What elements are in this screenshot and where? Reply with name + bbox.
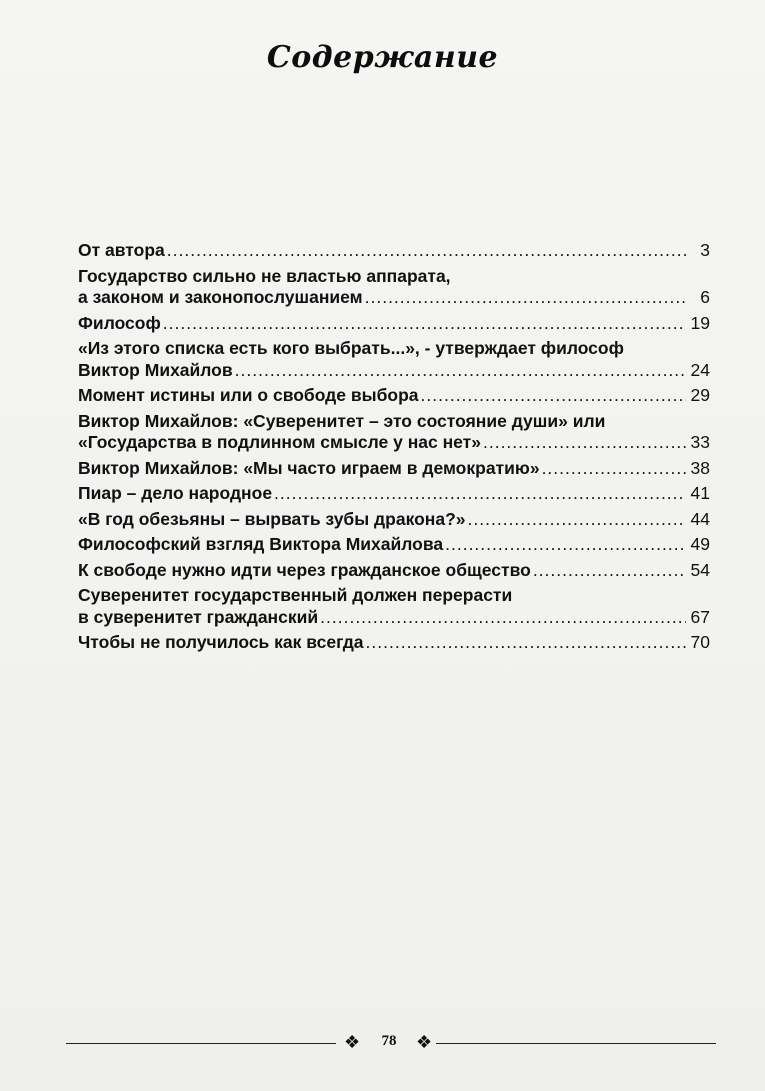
toc-entry: [78, 458, 710, 480]
toc-entry-line: [78, 560, 710, 582]
toc-page-number: 41: [690, 483, 710, 503]
toc-entry-line: [78, 483, 710, 505]
toc-page-number: 54: [690, 559, 710, 580]
toc-entry: [78, 411, 710, 454]
toc-entry: [78, 483, 710, 505]
toc-entry-line: [78, 240, 710, 262]
page-number: 78: [381, 1033, 397, 1049]
toc-entry-line: [78, 509, 710, 531]
ornament-left-icon: ❖: [344, 1032, 361, 1052]
toc-entry: [78, 313, 710, 335]
toc-leader-dots: [235, 360, 686, 382]
toc-page-number: 44: [690, 508, 710, 529]
toc-leader-dots: [542, 458, 686, 480]
toc-entry: [78, 534, 710, 556]
toc-entry-title: От автора: [78, 240, 165, 260]
toc-entry: [78, 509, 710, 531]
toc-leader-dots: [320, 607, 686, 629]
footer-rule-left: [66, 1043, 336, 1044]
toc-leader-dots: [468, 509, 686, 531]
footer-rule-right: [436, 1043, 716, 1044]
toc-entry-line: [78, 534, 710, 556]
toc-entry-title: Виктор Михайлов: «Мы часто играем в демократию»: [78, 457, 540, 478]
toc-leader-dots: [163, 313, 686, 335]
toc-entry: [78, 266, 710, 309]
toc-leader-dots: [445, 534, 686, 556]
toc-entry-title: «Из этого списка есть кого выбрать...», - утверждает философ: [78, 338, 624, 358]
toc-entry-title: а законом и законопослушанием: [78, 287, 363, 307]
table-of-contents: [78, 240, 710, 658]
toc-leader-dots: [366, 632, 686, 654]
toc-entry-line: [78, 432, 710, 454]
toc-entry: [78, 338, 710, 381]
toc-entry-title: «В год обезьяны – вырвать зубы дракона?»: [78, 508, 466, 529]
toc-entry: [78, 632, 710, 654]
page-footer: [66, 1030, 716, 1060]
toc-leader-dots: [421, 385, 686, 407]
toc-page-number: 38: [690, 457, 710, 478]
toc-entry-title: Виктор Михайлов: [78, 359, 233, 380]
toc-leader-dots: [167, 240, 686, 262]
toc-entry-title: Пиар – дело народное: [78, 483, 273, 503]
toc-page-number: 70: [690, 632, 710, 652]
toc-leader-dots: [483, 432, 686, 454]
toc-entry: [78, 240, 710, 262]
toc-entry-title: Государство сильно не властью аппарата,: [78, 265, 451, 286]
toc-entry-title: Философский взгляд Виктора Михайлова: [78, 534, 444, 554]
toc-page-number: 49: [690, 534, 710, 554]
toc-entry-line: [78, 360, 710, 382]
toc-entry-title: Виктор Михайлов: «Суверенитет – это состояние души» или: [78, 410, 606, 431]
toc-leader-dots: [274, 483, 686, 505]
toc-entry-line: [78, 287, 710, 309]
toc-entry-line: [78, 385, 710, 407]
toc-page-number: 67: [690, 606, 710, 627]
toc-entry-title: Суверенитет государственный должен перерасти: [78, 585, 513, 605]
toc-entry: [78, 385, 710, 407]
toc-entry-title: в суверенитет гражданский: [78, 606, 319, 627]
toc-leader-dots: [533, 560, 686, 582]
toc-page-number: 29: [690, 385, 710, 405]
toc-spacer: [78, 654, 710, 658]
page-title: Содержание: [266, 40, 499, 75]
toc-page-number: 3: [700, 240, 710, 260]
toc-page-number: 6: [700, 287, 710, 307]
toc-entry-title: К свободе нужно идти через гражданское общество: [78, 559, 531, 580]
toc-entry-line: [78, 632, 710, 654]
toc-entry-line: [78, 313, 710, 335]
toc-page-number: 19: [690, 312, 710, 333]
toc-entry-title: Момент истины или о свободе выбора: [78, 385, 419, 405]
toc-entry-title: «Государства в подлинном смысле у нас нет»: [78, 432, 481, 452]
toc-entry-line: [78, 458, 710, 480]
toc-page-number: 24: [690, 359, 710, 380]
toc-entry-line: [78, 607, 710, 629]
toc-entry: [78, 560, 710, 582]
ornament-right-icon: ❖: [416, 1032, 433, 1052]
toc-page-number: 33: [690, 432, 710, 452]
toc-entry-title: Философ: [78, 312, 161, 333]
toc-entry: [78, 585, 710, 628]
toc-leader-dots: [365, 287, 686, 309]
toc-entry-title: Чтобы не получилось как всегда: [78, 632, 364, 652]
